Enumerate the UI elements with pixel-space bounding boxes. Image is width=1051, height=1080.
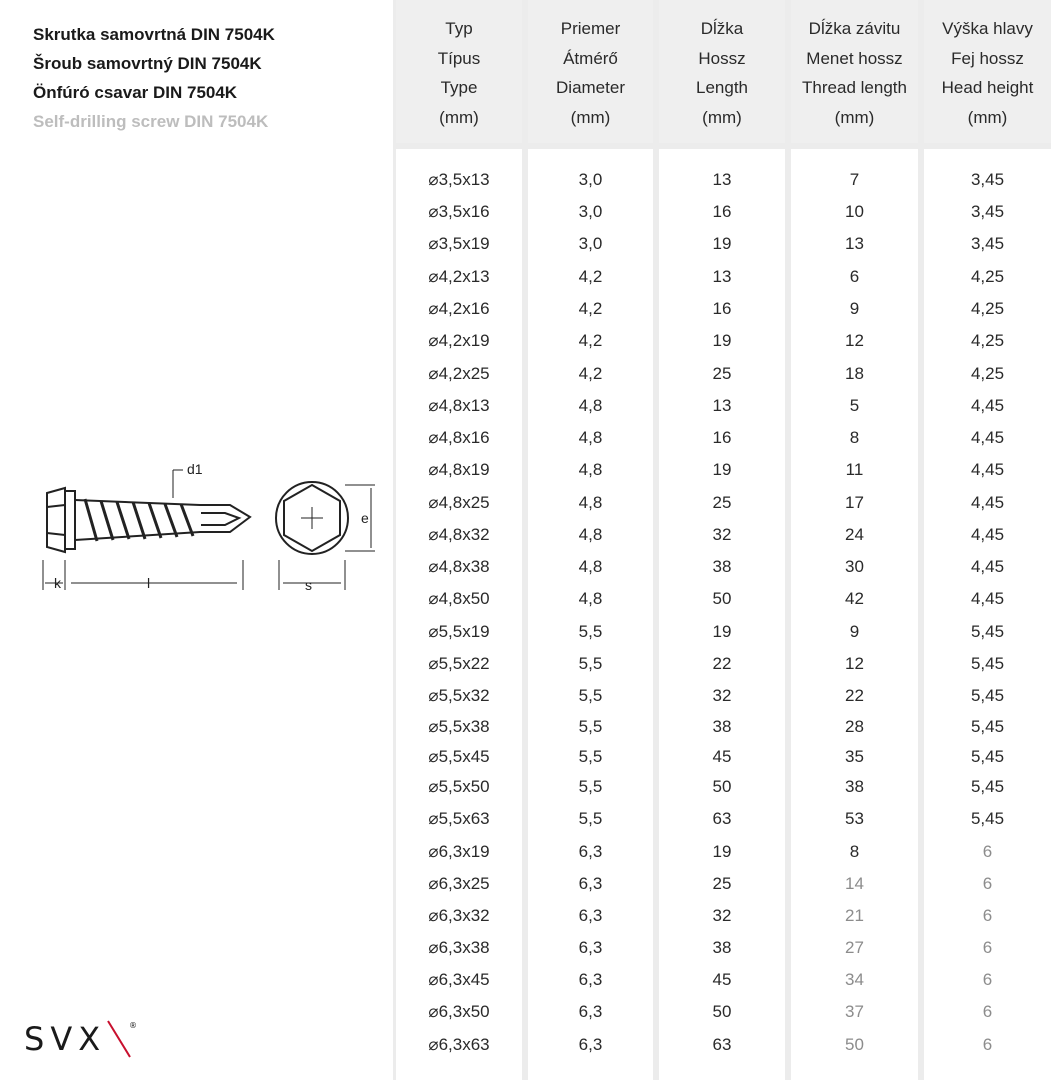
table-cell: 16 xyxy=(712,202,732,221)
table-cell: 5,5 xyxy=(578,686,603,705)
table-cell: 63 xyxy=(712,1035,732,1054)
table-cell: ⌀6,3x25 xyxy=(428,874,490,893)
column-header-line: Thread length xyxy=(802,78,907,97)
table-cell: 45 xyxy=(712,747,732,766)
table-cell: 6 xyxy=(982,1002,993,1021)
column-header-line: Length xyxy=(696,78,748,97)
table-cell: 3,0 xyxy=(578,202,603,221)
table-cell: ⌀3,5x13 xyxy=(428,170,490,189)
table-cell: 38 xyxy=(712,557,732,576)
table-cell: 4,8 xyxy=(578,525,603,544)
table-cell: 3,0 xyxy=(578,234,603,253)
table-cell: 38 xyxy=(845,777,864,796)
screw-head-shape xyxy=(47,488,65,552)
table-cell: 4,2 xyxy=(578,299,603,318)
table-cell: 50 xyxy=(712,589,732,608)
table-cell: 6 xyxy=(982,938,993,957)
table-cell: ⌀4,2x25 xyxy=(428,364,490,383)
table-cell: ⌀5,5x22 xyxy=(428,654,490,673)
label-e: e xyxy=(361,510,369,526)
table-cell: 4,8 xyxy=(578,589,603,608)
table-cell: 17 xyxy=(845,493,864,512)
table-cell: ⌀4,2x13 xyxy=(428,267,490,286)
table-cell: 4,25 xyxy=(970,364,1005,383)
column-header-line: Priemer xyxy=(560,19,621,38)
table-cell: 5,45 xyxy=(970,747,1005,766)
table-cell: 6,3 xyxy=(578,970,603,989)
column-header-line: Type xyxy=(440,78,478,97)
table-cell: 25 xyxy=(712,493,732,512)
table-cell: 4,8 xyxy=(578,396,603,415)
table-cell: 5,45 xyxy=(970,654,1005,673)
table-cell: ⌀4,8x32 xyxy=(428,525,490,544)
table-cell: 24 xyxy=(845,525,864,544)
label-s: s xyxy=(305,577,312,593)
table-cell: 32 xyxy=(712,525,732,544)
label-d1: d1 xyxy=(187,461,203,477)
table-cell: 6 xyxy=(982,874,993,893)
table-cell: ⌀6,3x63 xyxy=(428,1035,490,1054)
table-cell: 6 xyxy=(982,970,993,989)
title-block xyxy=(33,20,275,136)
column-header-line: Výška hlavy xyxy=(942,19,1033,38)
table-cell: ⌀5,5x50 xyxy=(428,777,490,796)
table-cell: 4,8 xyxy=(578,428,603,447)
table-column-2 xyxy=(528,0,653,1080)
title-cz: Šroub samovrtný DIN 7504K xyxy=(33,54,262,73)
screw-drawing xyxy=(25,455,385,600)
column-header-line: Dĺžka xyxy=(700,19,744,38)
table-cell: 63 xyxy=(712,809,732,828)
table-cell: 4,25 xyxy=(970,331,1005,350)
svx-logo-accent xyxy=(108,1021,130,1057)
table-cell: ⌀4,8x16 xyxy=(428,428,490,447)
column-header-line: Menet hossz xyxy=(806,48,903,68)
table-cell: ⌀5,5x32 xyxy=(428,686,490,705)
table-cell: 6,3 xyxy=(578,1035,603,1054)
table-column-5 xyxy=(924,0,1051,1080)
table-cell: 18 xyxy=(845,364,864,383)
column-header-line: Head height xyxy=(941,78,1034,97)
table-cell: 21 xyxy=(845,906,864,925)
table-cell: 38 xyxy=(712,717,732,736)
table-cell: ⌀5,5x19 xyxy=(428,622,490,641)
table-cell: 30 xyxy=(845,557,864,576)
table-cell: 4,45 xyxy=(970,525,1005,544)
table-cell: 4,8 xyxy=(578,557,603,576)
table-cell: 4,25 xyxy=(970,267,1005,286)
table-cell: 10 xyxy=(845,202,864,221)
column-header xyxy=(791,0,918,143)
column-header-line: (mm) xyxy=(570,107,611,127)
table-cell: ⌀4,2x16 xyxy=(428,299,490,318)
title-en: Self-drilling screw DIN 7504K xyxy=(33,112,269,131)
table-cell: ⌀4,8x19 xyxy=(428,460,490,479)
column-header-line: Dĺžka závitu xyxy=(808,19,901,38)
table-cell: 5,5 xyxy=(578,654,603,673)
table-cell: 4,2 xyxy=(578,331,603,350)
column-header-line: Diameter xyxy=(556,78,625,97)
table-cell: ⌀3,5x16 xyxy=(428,202,490,221)
table-cell: 4,45 xyxy=(970,428,1005,447)
table-cell: 50 xyxy=(712,777,732,796)
column-header xyxy=(659,0,785,143)
table-cell: 42 xyxy=(845,589,864,608)
table-cell: 6 xyxy=(982,906,993,925)
label-k: k xyxy=(54,575,61,591)
table-cell: 5,45 xyxy=(970,717,1005,736)
table-cell: ⌀3,5x19 xyxy=(428,234,490,253)
table-cell: 6 xyxy=(982,842,993,861)
table-cell: 8 xyxy=(849,842,860,861)
column-header xyxy=(528,0,653,143)
table-cell: 3,45 xyxy=(970,202,1005,221)
table-cell: 4,8 xyxy=(578,493,603,512)
column-header-line: (mm) xyxy=(834,107,875,127)
svx-logo xyxy=(24,1017,144,1061)
table-cell: 12 xyxy=(845,654,864,673)
table-cell: 3,45 xyxy=(970,234,1005,253)
table-column-3 xyxy=(659,0,785,1080)
table-cell: 28 xyxy=(845,717,864,736)
table-cell: 22 xyxy=(845,686,864,705)
column-header xyxy=(924,0,1051,143)
table-cell: ⌀6,3x19 xyxy=(428,842,490,861)
table-cell: 4,45 xyxy=(970,557,1005,576)
table-cell: 25 xyxy=(712,364,732,383)
svx-logo-text: SVX xyxy=(24,1020,107,1058)
table-cell: 9 xyxy=(849,299,860,318)
table-cell: ⌀4,8x25 xyxy=(428,493,490,512)
table-cell: 6,3 xyxy=(578,938,603,957)
table-column-4 xyxy=(791,0,918,1080)
table-cell: 6,3 xyxy=(578,842,603,861)
table-cell: 7 xyxy=(849,170,860,189)
table-cell: 22 xyxy=(712,654,732,673)
table-cell: ⌀6,3x38 xyxy=(428,938,490,957)
table-cell: 50 xyxy=(845,1035,864,1054)
column-header-line: Átmérő xyxy=(563,48,618,68)
table-cell: 32 xyxy=(712,686,732,705)
table-cell: 35 xyxy=(845,747,864,766)
table-cell: 4,2 xyxy=(578,267,603,286)
table-cell: ⌀4,8x13 xyxy=(428,396,490,415)
table-cell: ⌀6,3x45 xyxy=(428,970,490,989)
table-cell: 4,45 xyxy=(970,493,1005,512)
table-cell: 27 xyxy=(845,938,864,957)
table-cell: 32 xyxy=(712,906,732,925)
table-cell: 34 xyxy=(845,970,864,989)
table-cell: ⌀4,8x50 xyxy=(428,589,490,608)
table-cell: 5,5 xyxy=(578,747,603,766)
table-cell: 6 xyxy=(849,267,860,286)
column-header-line: (mm) xyxy=(439,107,479,127)
table-cell: 50 xyxy=(712,1002,732,1021)
table-cell: 9 xyxy=(849,622,860,641)
table-cell: 5,45 xyxy=(970,622,1005,641)
table-cell: 12 xyxy=(845,331,864,350)
table-cell: 4,2 xyxy=(578,364,603,383)
table-cell: ⌀4,2x19 xyxy=(428,331,490,350)
column-header-line: Típus xyxy=(437,48,481,68)
table-cell: 16 xyxy=(712,299,732,318)
table-cell: 19 xyxy=(712,234,732,253)
table-cell: 4,25 xyxy=(970,299,1005,318)
table-cell: 5,5 xyxy=(578,777,603,796)
title-hu: Önfúró csavar DIN 7504K xyxy=(33,83,238,102)
table-cell: 19 xyxy=(712,622,732,641)
column-header xyxy=(396,0,522,143)
table-cell: ⌀5,5x63 xyxy=(428,809,490,828)
column-header-line: (mm) xyxy=(702,107,742,127)
table-cell: 19 xyxy=(712,842,732,861)
table-cell: 11 xyxy=(845,460,864,479)
table-cell: 6,3 xyxy=(578,874,603,893)
table-cell: 5,45 xyxy=(970,686,1005,705)
table-cell: 13 xyxy=(845,234,864,253)
column-header-line: Hossz xyxy=(698,48,746,68)
table-cell: 16 xyxy=(712,428,732,447)
table-cell: 45 xyxy=(712,970,732,989)
table-cell: 4,45 xyxy=(970,589,1005,608)
table-cell: 14 xyxy=(845,874,864,893)
table-cell: 53 xyxy=(845,809,864,828)
table-cell: 5,45 xyxy=(970,809,1005,828)
table-cell: 8 xyxy=(849,428,860,447)
table-cell: ⌀4,8x38 xyxy=(428,557,490,576)
table-cell: 25 xyxy=(712,874,732,893)
table-cell: 4,8 xyxy=(578,460,603,479)
svx-logo-mark: ® xyxy=(129,1021,137,1030)
table-cell: 38 xyxy=(712,938,732,957)
table-cell: 13 xyxy=(712,170,732,189)
table-cell: 4,45 xyxy=(970,396,1005,415)
table-cell: ⌀6,3x50 xyxy=(428,1002,490,1021)
column-header-line: Fej hossz xyxy=(951,48,1024,68)
table-cell: ⌀5,5x45 xyxy=(428,747,490,766)
table-cell: 5,5 xyxy=(578,717,603,736)
table-cell: ⌀5,5x38 xyxy=(428,717,490,736)
table-cell: ⌀6,3x32 xyxy=(428,906,490,925)
table-column-1 xyxy=(396,0,522,1080)
table-cell: 6,3 xyxy=(578,1002,603,1021)
table-cell: 5,45 xyxy=(970,777,1005,796)
column-header-line: Typ xyxy=(445,19,473,38)
table-cell: 19 xyxy=(712,331,732,350)
table-cell: 5,5 xyxy=(578,622,603,641)
title-sk: Skrutka samovrtná DIN 7504K xyxy=(33,25,275,44)
column-header-line: (mm) xyxy=(967,107,1008,127)
table-cell: 37 xyxy=(845,1002,864,1021)
table-cell: 6,3 xyxy=(578,906,603,925)
label-l: l xyxy=(147,575,151,591)
table-cell: 3,45 xyxy=(970,170,1005,189)
table-cell: 3,0 xyxy=(578,170,603,189)
table-cell: 5 xyxy=(849,396,860,415)
table-cell: 19 xyxy=(712,460,732,479)
table-cell: 4,45 xyxy=(970,460,1005,479)
table-cell: 13 xyxy=(712,267,732,286)
table-cell: 13 xyxy=(712,396,732,415)
table-cell: 6 xyxy=(982,1035,993,1054)
table-cell: 5,5 xyxy=(578,809,603,828)
